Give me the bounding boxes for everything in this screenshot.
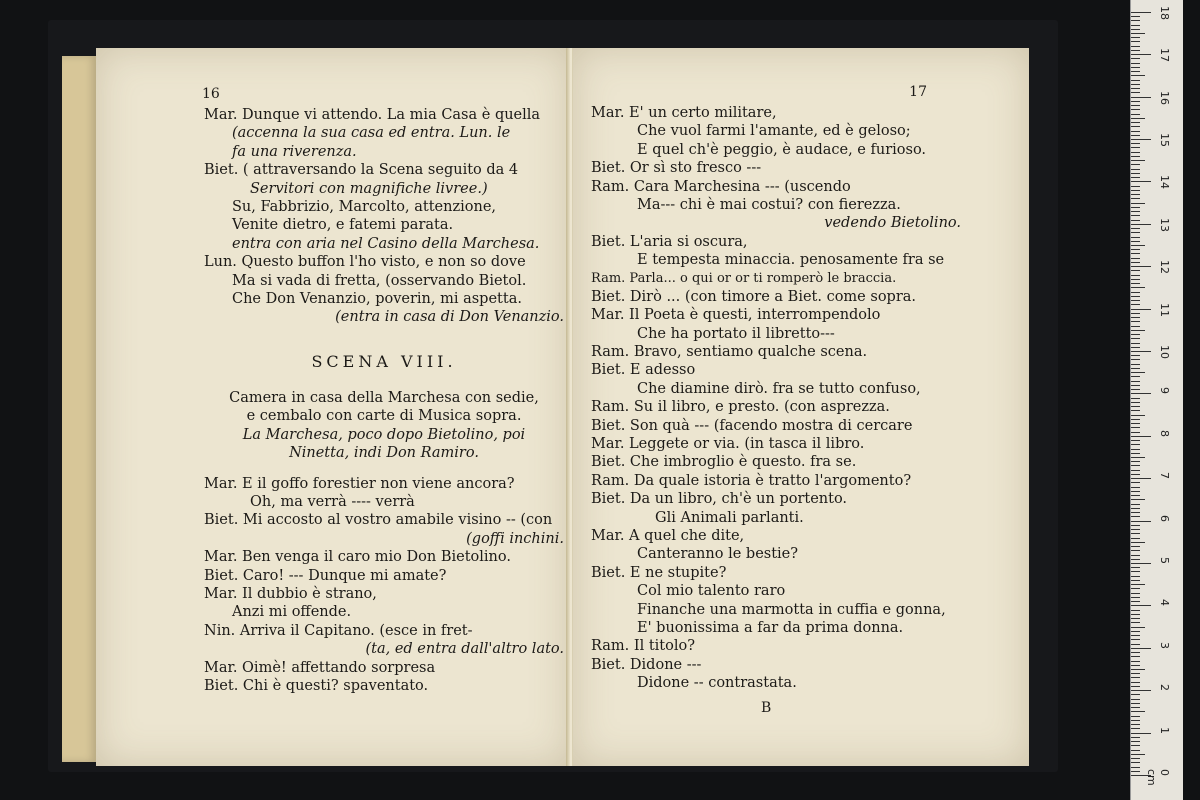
ruler-minor-tick [1131,525,1140,526]
ruler-minor-tick [1131,334,1140,335]
ruler-number: 8 [1158,429,1171,437]
text-line: Ram. Da quale istoria è tratto l'argomento? [591,472,912,489]
signature-mark: B [761,700,772,716]
ruler-minor-tick [1131,114,1140,115]
text-line: Che diamine dirò. fra se tutto confuso, [637,380,921,397]
ruler-minor-tick [1131,169,1140,170]
left-page [96,48,571,766]
ruler-minor-tick [1131,58,1140,59]
ruler-minor-tick [1131,292,1140,293]
ruler-minor-tick [1131,580,1140,581]
ruler-tick [1131,563,1151,564]
text-line: Biet. Dirò ... (con timore a Biet. come sopra. [591,288,917,305]
ruler-minor-tick [1131,228,1140,229]
ruler-minor-tick [1131,347,1140,348]
text-line: Mar. A quel che dite, [591,527,745,544]
ruler-minor-tick [1131,376,1140,377]
ruler-minor-tick [1131,656,1140,657]
ruler-minor-tick [1131,593,1140,594]
ruler-minor-tick [1131,584,1145,585]
ruler-number: 4 [1158,599,1171,607]
ruler-minor-tick [1131,338,1140,339]
ruler-minor-tick [1131,410,1140,411]
ruler-minor-tick [1131,538,1140,539]
ruler-minor-tick [1131,364,1140,365]
ruler-minor-tick [1131,482,1140,483]
ruler-number: 18 [1158,5,1171,20]
ruler-minor-tick [1131,737,1140,738]
text-block [204,106,564,695]
ruler-minor-tick [1131,300,1140,301]
ruler-minor-tick [1131,571,1140,572]
ruler-minor-tick [1131,449,1140,450]
ruler-minor-tick [1131,728,1140,729]
cast-line: La Marchesa, poco dopo Bietolino, poi [242,426,526,443]
ruler-minor-tick [1131,41,1140,42]
ruler-minor-tick [1131,109,1140,110]
text-block [591,104,961,693]
ruler-minor-tick [1131,707,1140,708]
text-line: Biet. Che imbroglio è questo. fra se. [591,454,857,471]
ruler-minor-tick [1131,499,1145,500]
ruler-tick [1131,521,1151,522]
ruler-minor-tick [1131,601,1140,602]
ruler-minor-tick [1131,415,1145,416]
text-line: Mar. Oimè! affettando sorpresa [204,659,436,676]
text-line: Mar. Dunque vi attendo. La mia Casa è quella [204,107,541,123]
ruler-minor-tick [1131,118,1145,119]
ruler-minor-tick [1131,143,1140,144]
ruler-minor-tick [1131,750,1140,751]
ruler-tick [1131,181,1151,182]
ruler-minor-tick [1131,50,1140,51]
ruler-minor-tick [1131,84,1140,85]
ruler-number: 15 [1158,133,1171,147]
ruler-minor-tick [1131,194,1140,195]
ruler-tick [1131,54,1151,55]
ruler-tick [1131,12,1151,13]
ruler-minor-tick [1131,508,1140,509]
ruler-minor-tick [1131,754,1145,755]
ruler-minor-tick [1131,423,1140,424]
ruler-minor-tick [1131,198,1140,199]
ruler-minor-tick [1131,25,1140,26]
ruler-minor-tick [1131,46,1140,47]
text-line: Gli Animali parlanti. [655,509,804,526]
text-line: Che vuol farmi l'amante, ed è geloso; [637,123,911,140]
ruler-minor-tick [1131,652,1140,653]
cast-line: Ninetta, indi Don Ramiro. [289,445,479,462]
ruler-number: 3 [1158,641,1171,649]
ruler-minor-tick [1131,512,1140,513]
ruler-minor-tick [1131,588,1140,589]
ruler-minor-tick [1131,126,1140,127]
ruler-minor-tick [1131,241,1140,242]
ruler-minor-tick [1131,304,1140,305]
ruler-minor-tick [1131,211,1140,212]
ruler-minor-tick [1131,567,1140,568]
ruler-minor-tick [1131,546,1140,547]
ruler-tick [1131,393,1151,394]
ruler-minor-tick [1131,63,1140,64]
ruler-minor-tick [1131,37,1140,38]
ruler-minor-tick [1131,673,1140,674]
ruler-minor-tick [1131,164,1140,165]
ruler-minor-tick [1131,385,1140,386]
ruler-minor-tick [1131,16,1140,17]
ruler-number: 2 [1158,684,1171,692]
ruler-minor-tick [1131,215,1140,216]
page-number: 17 [909,84,927,100]
ruler-tick [1131,266,1151,267]
ruler-minor-tick [1131,71,1140,72]
ruler-minor-tick [1131,152,1140,153]
ruler-minor-tick [1131,432,1140,433]
ruler-minor-tick [1131,220,1140,221]
ruler-minor-tick [1131,80,1140,81]
ruler-minor-tick [1131,92,1140,93]
ruler-minor-tick [1131,716,1140,717]
ruler-minor-tick [1131,682,1140,683]
scene-heading: SCENA VIII. [311,351,457,371]
ruler-minor-tick [1131,402,1140,403]
book-edge [62,56,98,762]
stage-direction: (accenna la sua casa ed entra. Lun. le [232,125,511,142]
ruler-minor-tick [1131,173,1140,174]
text-line: Oh, ma verrà ---- verrà [250,494,415,511]
ruler-minor-tick [1131,470,1140,471]
ruler-minor-tick [1131,249,1140,250]
text-line: Canteranno le bestie? [637,546,799,563]
ruler-minor-tick [1131,101,1140,102]
ruler-minor-tick [1131,427,1140,428]
ruler-minor-tick [1131,610,1140,611]
ruler-minor-tick [1131,326,1140,327]
ruler-minor-tick [1131,156,1140,157]
stage-direction: vedendo Bietolino. [824,215,961,232]
ruler-minor-tick [1131,190,1140,191]
text-line: Mar. Leggete or via. (in tasca il libro. [591,436,865,453]
text-line: Che Don Venanzio, poverin, mi aspetta. [232,290,522,307]
ruler-minor-tick [1131,398,1140,399]
ruler-minor-tick [1131,665,1140,666]
text-line: Anzi mi offende. [232,604,352,621]
ruler-number: 13 [1158,217,1171,232]
stage-direction: (ta, ed entra dall'altro lato. [365,641,564,658]
ruler-tick [1131,605,1151,606]
ruler-minor-tick [1131,381,1140,382]
ruler-minor-tick [1131,359,1140,360]
text-line: Biet. E adesso [591,362,696,379]
ruler-minor-tick [1131,160,1145,161]
text-line: Biet. Didone --- [591,656,702,673]
text-line: Biet. Chi è questi? spaventato. [204,677,429,694]
text-line: Ram. Il titolo? [591,638,695,655]
ruler-minor-tick [1131,147,1140,148]
ruler-minor-tick [1131,669,1145,670]
ruler-number: 12 [1158,260,1171,275]
ruler-minor-tick [1131,258,1140,259]
text-line: E quel ch'è peggio, è audace, e furioso. [637,141,927,158]
text-line: E tempesta minaccia. penosamente fra se [637,252,945,269]
text-line: Venite dietro, e fatemi parata. [232,217,454,234]
ruler-minor-tick [1131,465,1140,466]
ruler-tick [1131,478,1151,479]
ruler-number: 16 [1158,90,1171,105]
ruler-minor-tick [1131,622,1140,623]
text-line: Biet. Or sì sto fresco --- [591,160,762,177]
text-line: Camera in casa della Marchesa con sedie, [229,390,539,407]
ruler-minor-tick [1131,529,1140,530]
ruler-minor-tick [1131,317,1140,318]
ruler-minor-tick [1131,711,1145,712]
text-line: Ma--- chi è mai costui? con fierezza. [637,196,901,213]
ruler-minor-tick [1131,694,1140,695]
ruler-minor-tick [1131,555,1140,556]
text-line: Col mio talento raro [637,583,786,600]
ruler-minor-tick [1131,487,1140,488]
ruler-minor-tick [1131,186,1140,187]
ruler-minor-tick [1131,296,1140,297]
ruler-minor-tick [1131,343,1140,344]
ruler-minor-tick [1131,29,1140,30]
ruler-tick [1131,436,1151,437]
ruler-minor-tick [1131,321,1140,322]
ruler-number: 7 [1158,472,1171,480]
ruler-minor-tick [1131,275,1140,276]
ruler-minor-tick [1131,355,1140,356]
text-line: Nin. Arriva il Capitano. (esce in fret- [204,622,473,639]
stage-direction: entra con aria nel Casino della Marchesa. [232,235,540,252]
ruler-minor-tick [1131,627,1145,628]
ruler-tick [1131,309,1151,310]
ruler-number: 6 [1158,514,1171,522]
text-line: Mar. E' un certo militare, [591,105,777,121]
ruler-minor-tick [1131,745,1140,746]
ruler-minor-tick [1131,33,1145,34]
text-line: Che ha portato il libretto--- [637,325,835,342]
text-line: Mar. Il dubbio è strano, [204,586,377,602]
ruler-minor-tick [1131,597,1140,598]
ruler-minor-tick [1131,88,1140,89]
ruler-minor-tick [1131,533,1140,534]
ruler-minor-tick [1131,771,1140,772]
text-line: E' buonissima a far da prima donna. [637,619,904,636]
ruler-minor-tick [1131,232,1140,233]
text-line: Ram. Su il libro, e presto. (con asprezza. [591,399,890,416]
ruler-minor-tick [1131,237,1140,238]
ruler-minor-tick [1131,495,1140,496]
ruler-minor-tick [1131,741,1140,742]
text-line: Biet. L'aria si oscura, [591,233,748,250]
ruler-number: 17 [1158,48,1171,63]
ruler-minor-tick [1131,330,1145,331]
text-line: Ma si vada di fretta, (osservando Bietol. [232,272,527,289]
ruler-minor-tick [1131,207,1140,208]
text-line: Mar. E il goffo forestier non viene ancora? [204,475,515,492]
ruler-tick [1131,648,1151,649]
measuring-ruler [1130,0,1183,800]
text-line: Ram. Cara Marchesina --- (uscendo [591,178,851,195]
ruler-number: 0 cm [1145,769,1171,786]
ruler-minor-tick [1131,724,1140,725]
text-line: Biet. Son quà --- (facendo mostra di cercare [591,417,913,434]
ruler-minor-tick [1131,542,1145,543]
text-line: Finanche una marmotta in cuffia e gonna, [637,601,946,618]
ruler-minor-tick [1131,313,1140,314]
ruler-minor-tick [1131,762,1140,763]
text-line: Biet. Da un libro, ch'è un portento. [591,491,848,508]
ruler-minor-tick [1131,122,1140,123]
ruler-number: 1 [1158,726,1171,734]
ruler-minor-tick [1131,639,1140,640]
stage-direction: (goffi inchini. [466,530,564,547]
ruler-minor-tick [1131,245,1145,246]
text-line: Su, Fabbrizio, Marcolto, attenzione, [232,198,497,215]
ruler-minor-tick [1131,203,1145,204]
ruler-minor-tick [1131,105,1140,106]
page-number: 16 [202,86,220,102]
ruler-minor-tick [1131,703,1140,704]
text-line: Didone -- contrastata. [637,675,797,692]
ruler-minor-tick [1131,270,1140,271]
ruler-minor-tick [1131,419,1140,420]
ruler-minor-tick [1131,576,1140,577]
stage-direction: (entra in casa di Don Venanzio. [335,309,564,326]
ruler-minor-tick [1131,287,1145,288]
ruler-minor-tick [1131,372,1145,373]
ruler-minor-tick [1131,758,1140,759]
ruler-minor-tick [1131,135,1140,136]
ruler-minor-tick [1131,618,1140,619]
text-line: Biet. Caro! --- Dunque mi amate? [204,567,447,584]
text-line: Ram. Bravo, sentiamo qualche scena. [591,344,868,361]
text-line: Biet. Mi accosto al vostro amabile visino -- (con [204,512,553,529]
ruler-minor-tick [1131,504,1140,505]
text-line: Biet. E ne stupite? [591,564,727,581]
stage-direction: fa una riverenza. [232,143,357,160]
ruler-tick [1131,139,1151,140]
ruler-minor-tick [1131,444,1140,445]
ruler-tick [1131,351,1151,352]
ruler-minor-tick [1131,699,1140,700]
ruler-number: 10 [1158,345,1171,359]
ruler-minor-tick [1131,461,1140,462]
ruler-minor-tick [1131,767,1140,768]
text-line: Lun. Questo buffon l'ho visto, e non so dove [204,254,526,271]
ruler-number: 5 [1158,557,1171,564]
ruler-minor-tick [1131,67,1140,68]
ruler-minor-tick [1131,635,1140,636]
ruler-tick [1131,224,1151,225]
ruler-minor-tick [1131,279,1140,280]
ruler-minor-tick [1131,661,1140,662]
ruler-minor-tick [1131,131,1140,132]
ruler-minor-tick [1131,550,1140,551]
ruler-tick [1131,690,1151,691]
ruler-minor-tick [1131,644,1140,645]
ruler-minor-tick [1131,677,1140,678]
text-line: Mar. Il Poeta è questi, interrompendolo [591,307,881,324]
ruler-minor-tick [1131,389,1140,390]
ruler-minor-tick [1131,262,1140,263]
ruler-minor-tick [1131,474,1140,475]
ruler-minor-tick [1131,283,1140,284]
ruler-number: 11 [1158,302,1171,317]
ruler-minor-tick [1131,453,1140,454]
text-line: Mar. Ben venga il caro mio Don Bietolino. [204,549,511,566]
ruler-minor-tick [1131,177,1140,178]
ruler-minor-tick [1131,686,1140,687]
ruler-number: 14 [1158,175,1171,190]
ruler-minor-tick [1131,631,1140,632]
ruler-minor-tick [1131,440,1140,441]
ruler-minor-tick [1131,406,1140,407]
ruler-minor-tick [1131,559,1140,560]
ruler-minor-tick [1131,20,1140,21]
text-line: Ram. Parla... o qui or or ti romperò le braccia. [591,270,897,286]
ruler-minor-tick [1131,491,1140,492]
ruler-minor-tick [1131,75,1145,76]
text-line: Biet. ( attraversando la Scena seguito da 4 [204,162,519,179]
ruler-minor-tick [1131,516,1140,517]
ruler-tick [1131,733,1151,734]
ruler-minor-tick [1131,368,1140,369]
ruler-minor-tick [1131,457,1145,458]
ruler-number: 9 [1158,387,1171,395]
stage-direction: Servitori con magnifiche livree.) [250,180,488,197]
text-line: e cembalo con carte di Musica sopra. [246,408,522,425]
ruler-minor-tick [1131,720,1140,721]
ruler-minor-tick [1131,253,1140,254]
ruler-minor-tick [1131,614,1140,615]
right-page [572,48,1029,766]
ruler-tick [1131,97,1151,98]
